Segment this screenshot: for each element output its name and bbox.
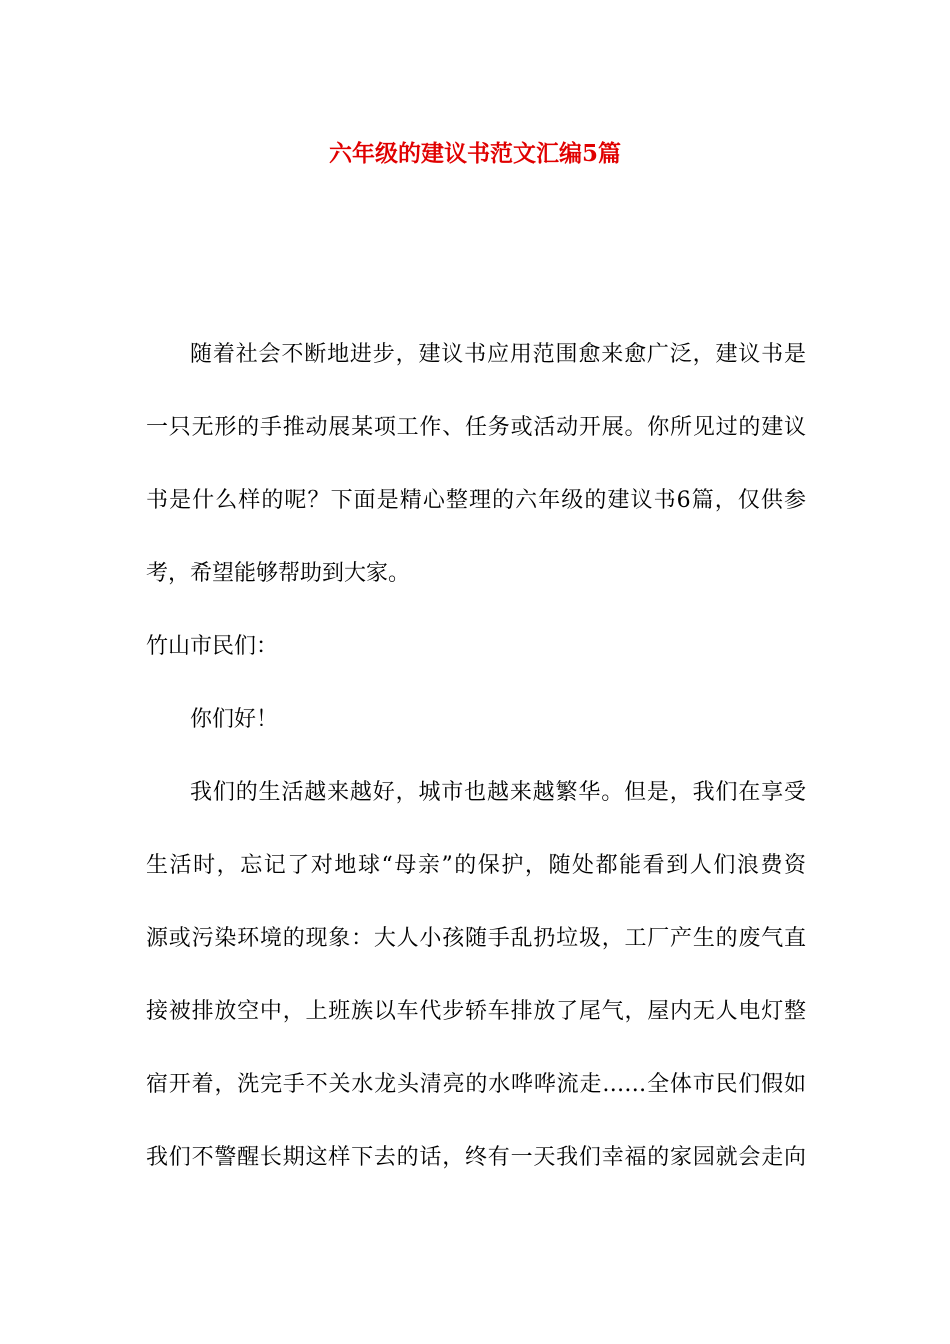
text-line: 书是什么样的呢？下面是精心整理的六年级的建议书6篇，仅供参 (146, 488, 806, 513)
document-title: 六年级的建议书范文汇编5篇 (328, 140, 621, 167)
text-line: 竹山市民们： (146, 634, 279, 659)
text-line: 随着社会不断地进步，建议书应用范围愈来愈广泛，建议书是 (190, 342, 806, 367)
text-line: 接被排放空中，上班族以车代步轿车排放了尾气，屋内无人电灯整 (146, 999, 806, 1024)
main-paragraph (146, 756, 806, 1194)
intro-paragraph (146, 318, 806, 610)
text-line: 一只无形的手推动展某项工作、任务或活动开展。你所见过的建议 (146, 415, 806, 440)
text-line: 生活时，忘记了对地球“母亲”的保护，随处都能看到人们浪费资 (146, 853, 806, 878)
text-line: 宿开着，洗完手不关水龙头清亮的水哗哗流走……全体市民们假如 (146, 1072, 806, 1097)
text-line: 我们不警醒长期这样下去的话，终有一天我们幸福的家园就会走向 (146, 1145, 806, 1170)
document-body (146, 318, 806, 1194)
text-line: 考，希望能够帮助到大家。 (146, 561, 411, 586)
greeting (146, 683, 806, 756)
text-line: 我们的生活越来越好，城市也越来越繁华。但是，我们在享受 (190, 780, 806, 805)
text-line: 源或污染环境的现象：大人小孩随手乱扔垃圾，工厂产生的废气直 (146, 926, 806, 951)
salutation (146, 610, 806, 683)
text-line: 你们好！ (190, 707, 279, 732)
